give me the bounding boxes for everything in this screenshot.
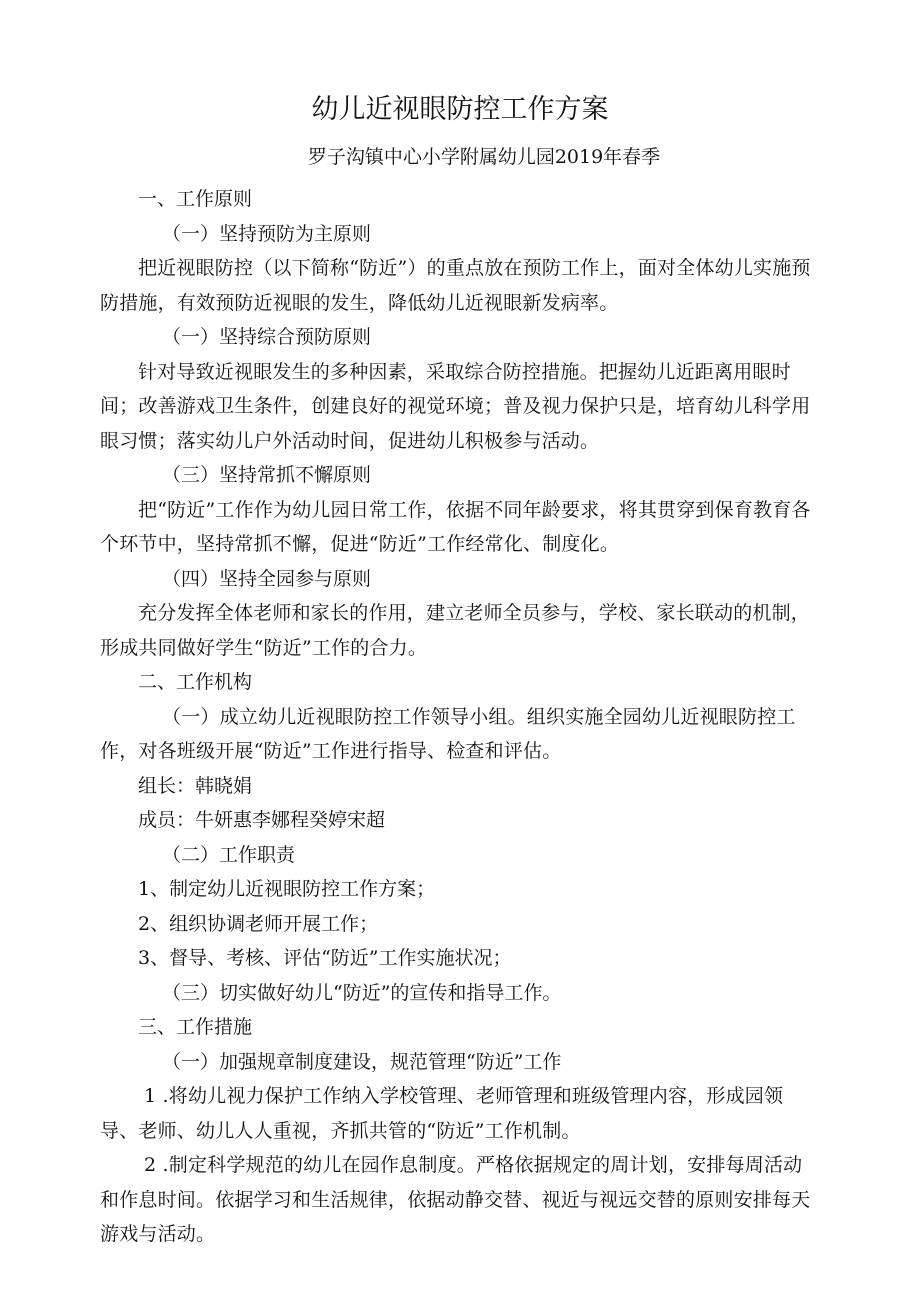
paragraph: 把“防近”工作作为幼儿园日常工作，依据不同年龄要求，将其贯穿到保育教育各个环节中，坚持常抓不懈，促进“防近”工作经常化、制度化。 [100,498,811,555]
paragraph: 2 .制定科学规范的幼儿在园作息制度。严格依据规定的周计划，安排每周活动和作息时间。依据学习和生活规律，依据动静交替、视近与视远交替的原则安排每天游戏与活动。 [100,1154,811,1245]
subsection-heading: （二）工作职责 [162,843,296,866]
paragraph: 1 .将幼儿视力保护工作纳入学校管理、老师管理和班级管理内容，形成园领导、老师、幼儿人人重视，齐抓共管的“防近”工作机制。 [100,1085,784,1142]
paragraph: （一）成立幼儿近视眼防控工作领导小组。组织实施全园幼儿近视眼防控工作，对各班级开展“防近”工作进行指导、检查和评估。 [100,705,796,762]
section-heading: 三、工作措施 [138,1016,253,1038]
list-item: 3、督导、考核、评估“防近”工作实施状况； [138,947,512,969]
paragraph: 把近视眼防控（以下简称“防近”）的重点放在预防工作上，面对全体幼儿实施预防措施，有效预防近视眼的发生，降低幼儿近视眼新发病率。 [100,257,811,314]
team-members: 成员：牛妍惠李娜程癸婷宋超 [138,809,386,831]
document-subtitle: 罗子沟镇中心小学附属幼儿园2019年春季 [307,146,661,168]
subsection-heading: （三）坚持常抓不懈原则 [162,464,372,486]
section-heading: 二、工作机构 [138,671,253,693]
paragraph: 针对导致近视眼发生的多种因素，采取综合防控措施。把握幼儿近距离用眼时间；改善游戏卫生条件，创建良好的视觉环境；普及视力保护只是，培育幼儿科学用眼习惯；落实幼儿户外活动时间，促进幼儿积极参与活动。 [100,360,811,452]
subsection-heading: （一）坚持综合预防原则 [162,326,372,348]
list-item: 2、组织协调老师开展工作； [138,912,379,935]
document-title: 幼儿近视眼防控工作方案 [311,94,609,125]
team-leader: 组长：韩晓娟 [138,774,253,797]
subsection-heading: （一）加强规章制度建设，规范管理“防近”工作 [162,1050,562,1073]
subsection-heading: （三）切实做好幼儿“防近”的宣传和指导工作。 [162,981,562,1004]
paragraph: 充分发挥全体老师和家长的作用，建立老师全员参与，学校、家长联动的机制，形成共同做好学生“防近”工作的合力。 [100,602,811,659]
list-item: 1、制定幼儿近视眼防控工作方案； [138,878,436,900]
section-heading: 一、工作原则 [138,188,253,210]
subsection-heading: （一）坚持预防为主原则 [162,222,372,245]
subsection-heading: （四）坚持全园参与原则 [162,567,372,590]
